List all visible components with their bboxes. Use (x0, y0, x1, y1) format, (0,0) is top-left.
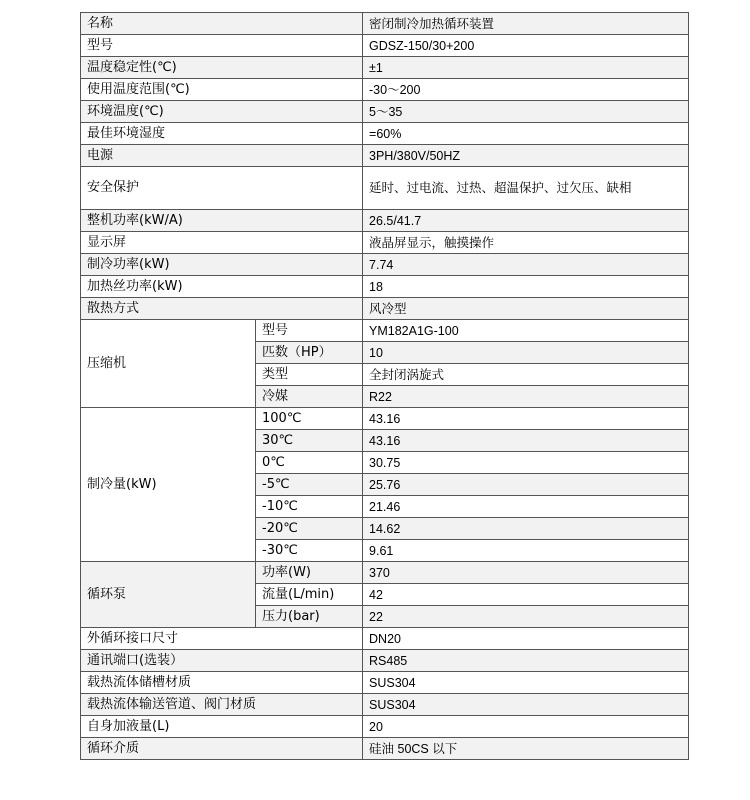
table-row (81, 57, 689, 79)
row-value: GDSZ-150/30+200 (363, 35, 689, 57)
row-sublabel: -10℃ (256, 496, 363, 518)
row-value: 延时、过电流、过热、超温保护、过欠压、缺相 (363, 167, 689, 210)
row-value: 硅油 50CS 以下 (363, 738, 689, 760)
row-value: RS485 (363, 650, 689, 672)
row-value: 5～35 (363, 101, 689, 123)
row-value: 密闭制冷加热循环装置 (363, 13, 689, 35)
row-value: YM182A1G-100 (363, 320, 689, 342)
row-label: 加热丝功率(kW) (81, 276, 363, 298)
table-row (81, 320, 689, 342)
row-sublabel: 冷媒 (256, 386, 363, 408)
row-value: 18 (363, 276, 689, 298)
row-label: 载热流体输送管道、阀门材质 (81, 694, 363, 716)
row-value: =60% (363, 123, 689, 145)
table-row (81, 672, 689, 694)
row-sublabel: 压力(bar) (256, 606, 363, 628)
row-value: 43.16 (363, 430, 689, 452)
spec-table (80, 12, 689, 760)
row-value: 25.76 (363, 474, 689, 496)
row-label: 温度稳定性(℃) (81, 57, 363, 79)
table-row (81, 79, 689, 101)
row-value: DN20 (363, 628, 689, 650)
row-label: 循环介质 (81, 738, 363, 760)
table-row (81, 694, 689, 716)
row-value: SUS304 (363, 694, 689, 716)
row-sublabel: 匹数（HP） (256, 342, 363, 364)
row-label: 整机功率(kW/A) (81, 210, 363, 232)
row-value: 30.75 (363, 452, 689, 474)
row-value: 全封闭涡旋式 (363, 364, 689, 386)
row-value: 43.16 (363, 408, 689, 430)
row-label: 使用温度范围(℃) (81, 79, 363, 101)
row-value: 9.61 (363, 540, 689, 562)
table-row (81, 628, 689, 650)
table-row (81, 232, 689, 254)
row-sublabel: 100℃ (256, 408, 363, 430)
row-value: 21.46 (363, 496, 689, 518)
row-value: 14.62 (363, 518, 689, 540)
table-row (81, 13, 689, 35)
table-row (81, 254, 689, 276)
row-label: 型号 (81, 35, 363, 57)
table-row (81, 145, 689, 167)
row-value: 7.74 (363, 254, 689, 276)
table-row (81, 276, 689, 298)
group-label-pump: 循环泵 (81, 562, 256, 628)
table-row (81, 298, 689, 320)
table-row (81, 738, 689, 760)
row-label: 散热方式 (81, 298, 363, 320)
row-value: 26.5/41.7 (363, 210, 689, 232)
row-label: 自身加液量(L) (81, 716, 363, 738)
row-label: 载热流体储槽材质 (81, 672, 363, 694)
row-value: R22 (363, 386, 689, 408)
table-row (81, 650, 689, 672)
table-row (81, 210, 689, 232)
row-label: 电源 (81, 145, 363, 167)
row-value: 370 (363, 562, 689, 584)
row-label: 外循环接口尺寸 (81, 628, 363, 650)
row-label: 最佳环境湿度 (81, 123, 363, 145)
table-row (81, 716, 689, 738)
table-row (81, 35, 689, 57)
row-sublabel: 流量(L/min) (256, 584, 363, 606)
row-label: 制冷功率(kW) (81, 254, 363, 276)
row-value: SUS304 (363, 672, 689, 694)
row-label: 环境温度(℃) (81, 101, 363, 123)
row-sublabel: -30℃ (256, 540, 363, 562)
row-sublabel: 型号 (256, 320, 363, 342)
row-label: 显示屏 (81, 232, 363, 254)
row-value: 22 (363, 606, 689, 628)
table-row (81, 101, 689, 123)
row-label: 名称 (81, 13, 363, 35)
row-value: 3PH/380V/50HZ (363, 145, 689, 167)
group-label-compressor: 压缩机 (81, 320, 256, 408)
row-value: 风冷型 (363, 298, 689, 320)
row-sublabel: 0℃ (256, 452, 363, 474)
row-label: 安全保护 (81, 167, 363, 210)
row-sublabel: 功率(W) (256, 562, 363, 584)
row-value: 液晶屏显示，触摸操作 (363, 232, 689, 254)
row-sublabel: -5℃ (256, 474, 363, 496)
row-value: -30～200 (363, 79, 689, 101)
row-value: ±1 (363, 57, 689, 79)
row-value: 20 (363, 716, 689, 738)
row-sublabel: 30℃ (256, 430, 363, 452)
table-row (81, 167, 689, 210)
row-label: 通讯端口(选装） (81, 650, 363, 672)
table-row (81, 408, 689, 430)
row-sublabel: 类型 (256, 364, 363, 386)
row-value: 42 (363, 584, 689, 606)
row-sublabel: -20℃ (256, 518, 363, 540)
row-value: 10 (363, 342, 689, 364)
table-row (81, 123, 689, 145)
table-row (81, 562, 689, 584)
group-label-cooling: 制冷量(kW) (81, 408, 256, 562)
